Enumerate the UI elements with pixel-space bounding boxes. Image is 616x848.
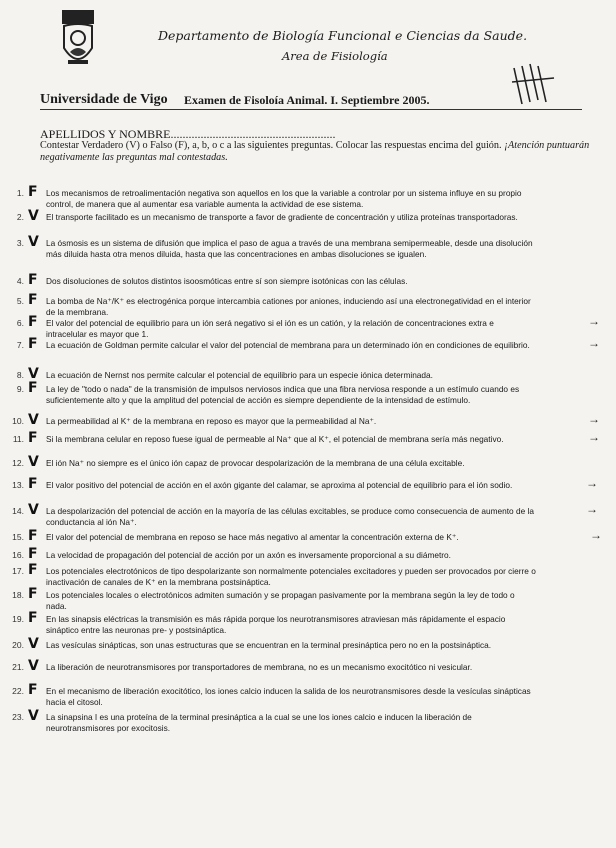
university-seal-icon xyxy=(58,8,98,70)
question-number: 1. xyxy=(16,188,24,198)
answer-mark: V xyxy=(28,412,39,428)
question-number: 11. xyxy=(12,434,24,444)
question-text: La liberación de neurotransmisores por transportadores de membrana, no es un mecanismo exocitótico ni vesicular. xyxy=(46,662,473,672)
answer-mark: V xyxy=(28,454,39,470)
header-divider xyxy=(40,109,582,110)
question-text: La despolarización del potencial de acción en la mayoría de las células excitables, se produce como consecuencia de aumento de la conductancia al ión Na⁺. xyxy=(46,506,534,527)
question-number: 10. xyxy=(12,416,24,426)
question-number: 4. xyxy=(16,276,24,286)
question-number: 2. xyxy=(16,212,24,222)
answer-mark: V xyxy=(28,366,39,382)
answer-mark: F xyxy=(28,184,38,200)
instructions xyxy=(40,140,590,163)
handwritten-arrow-icon: → xyxy=(590,528,602,542)
question-text: La ley de "todo o nada" de la transmisión de impulsos nerviosos indica que una fibra nerviosa responde a un estímulo cuando es suficientemente alto y que la amplitud del potencial de acción es siempre dependiente de la intensidad de estímulo. xyxy=(46,384,520,405)
answer-mark: F xyxy=(28,314,38,330)
handwritten-arrow-icon: → xyxy=(586,476,598,490)
question-text: En las sinapsis eléctricas la transmisión es más rápida porque los neurotransmisores atraviesan más rápidamente el espacio sináptico entre las neuronas pre- y postsináptica. xyxy=(46,614,506,635)
answer-mark: F xyxy=(28,292,38,308)
answer-mark: F xyxy=(28,476,38,492)
handwritten-arrow-icon: → xyxy=(588,336,600,350)
question-text: La ecuación de Nernst nos permite calcular el potencial de equilibrio para un especie iónica determinada. xyxy=(46,370,433,380)
question-text: Los potenciales locales o electrotónicos admiten sumación y se propagan pasivamente por la membrana según la ley de todo o nada. xyxy=(46,590,515,611)
question-row xyxy=(0,234,616,278)
answer-mark: V xyxy=(28,636,39,652)
question-text: Si la membrana celular en reposo fuese igual de permeable al Na⁺ que al K⁺, el potencial de membrana sería más negativo. xyxy=(46,434,504,444)
question-number: 13. xyxy=(12,480,24,490)
answer-mark: F xyxy=(28,380,38,396)
question-text: La sinapsina I es una proteína de la terminal presináptica a la cual se une los iones calcio e inducen la liberación de neurotransmisores por exocitosis. xyxy=(46,712,472,733)
question-text: La ecuación de Goldman permite calcular el valor del potencial de membrana para un determinado ión en condiciones de equilibrio. xyxy=(46,340,530,350)
question-number: 15. xyxy=(12,532,24,542)
question-text: Los potenciales electrotónicos de tipo despolarizante son normalmente potenciales excitadores y pueden ser provocados por cierre o inactivación de canales de K⁺ en la membrana postsináptica. xyxy=(46,566,536,587)
question-number: 9. xyxy=(16,384,24,394)
question-number: 12. xyxy=(12,458,24,468)
answer-mark: F xyxy=(28,336,38,352)
question-number: 20. xyxy=(12,640,24,650)
department-name: Departamento de Biología Funcional e Ciencias da Saude. xyxy=(158,28,528,43)
handwritten-arrow-icon: → xyxy=(588,314,600,328)
instructions-text: Contestar Verdadero (V) o Falso (F), a, b, o c a las siguientes preguntas. Colocar las respuestas encima del guión. xyxy=(40,140,505,151)
question-number: 17. xyxy=(12,566,24,576)
question-number: 19. xyxy=(12,614,24,624)
question-number: 16. xyxy=(12,550,24,560)
question-text: El transporte facilitado es un mecanismo de transporte a favor de gradiente de concentración y utiliza proteínas transportadoras. xyxy=(46,212,518,222)
handwritten-arrow-icon: → xyxy=(588,430,600,444)
question-text: La ósmosis es un sistema de difusión que implica el paso de agua a través de una membrana semipermeable, desde una disolución más diluida hasta otra menos diluida, hasta que las concentraciones en ambas disoluciones se igualen. xyxy=(46,238,533,259)
area-name: Area de Fisiología xyxy=(282,49,388,63)
answer-mark: V xyxy=(28,234,39,250)
answer-mark: V xyxy=(28,502,39,518)
question-number: 14. xyxy=(12,506,24,516)
exam-title: Examen de Fisoloía Animal. I. Septiembre 2005. xyxy=(184,93,430,107)
question-text: El valor del potencial de membrana en reposo se hace más negativo al amentar la concentración externa de K⁺. xyxy=(46,532,459,542)
question-number: 18. xyxy=(12,590,24,600)
question-number: 23. xyxy=(12,712,24,722)
question-number: 3. xyxy=(16,238,24,248)
name-field: APELLIDOS Y NOMBRE....................................................... xyxy=(40,127,336,141)
answer-mark: F xyxy=(28,272,38,288)
question-number: 21. xyxy=(12,662,24,672)
handwritten-arrow-icon: → xyxy=(588,412,600,426)
instructions-warning: ¡Atención puntuarán negativamente las preguntas mal contestadas. xyxy=(40,140,590,163)
answer-mark: V xyxy=(28,708,39,724)
answer-mark: F xyxy=(28,586,38,602)
question-number: 6. xyxy=(16,318,24,328)
handwritten-arrow-icon: → xyxy=(586,502,598,516)
question-text: La permeabilidad al K⁺ de la membrana en reposo es mayor que la permeabilidad al Na⁺. xyxy=(46,416,377,426)
answer-mark: V xyxy=(28,658,39,674)
question-text: El valor positivo del potencial de acción en el axón gigante del calamar, se aproxima al potencial de equilibrio para el ión sodio. xyxy=(46,480,513,490)
answer-mark: F xyxy=(28,562,38,578)
question-text: El valor del potencial de equilibrio para un ión será negativo si el ión es un catión, y la relación de concentraciones extra e intracelular es mayor que 1. xyxy=(46,318,494,339)
question-row xyxy=(0,708,616,752)
question-text: Los mecanismos de retroalimentación negativa son aquellos en los que la variable a controlar por un sistema influye en su propio control, de manera que al aumentar esa variable aumenta la actividad de ese sistema. xyxy=(46,188,522,209)
answer-mark: F xyxy=(28,430,38,446)
question-number: 5. xyxy=(16,296,24,306)
question-number: 7. xyxy=(16,340,24,350)
question-text: En el mecanismo de liberación exocitótico, los iones calcio inducen la salida de los neurotransmisores desde la vesículas sinápticas hacia el citosol. xyxy=(46,686,531,707)
answer-mark: F xyxy=(28,610,38,626)
question-number: 22. xyxy=(12,686,24,696)
question-text: La velocidad de propagación del potencial de acción por un axón es inversamente proporcional a su diámetro. xyxy=(46,550,451,560)
university-name: Universidade de Vigo xyxy=(40,92,168,107)
answer-mark: F xyxy=(28,682,38,698)
handwritten-tally-icon xyxy=(510,60,570,110)
question-number: 8. xyxy=(16,370,24,380)
answer-mark: V xyxy=(28,208,39,224)
question-text: Dos disoluciones de solutos distintos isoosmóticas entre sí son siempre isotónicas con las células. xyxy=(46,276,408,286)
answer-mark: F xyxy=(28,528,38,544)
question-text: La bomba de Na⁺/K⁺ es electrogénica porque intercambia cationes por aniones, induciendo así una electronegatividad en el interior de la membrana. xyxy=(46,296,531,317)
question-text: Las vesículas sinápticas, son unas estructuras que se encuentran en la terminal presináptica pero no en la postsináptica. xyxy=(46,640,492,650)
answer-mark: F xyxy=(28,546,38,562)
question-text: El ión Na⁺ no siempre es el único ión capaz de provocar despolarización de la membrana de una célula excitable. xyxy=(46,458,465,468)
